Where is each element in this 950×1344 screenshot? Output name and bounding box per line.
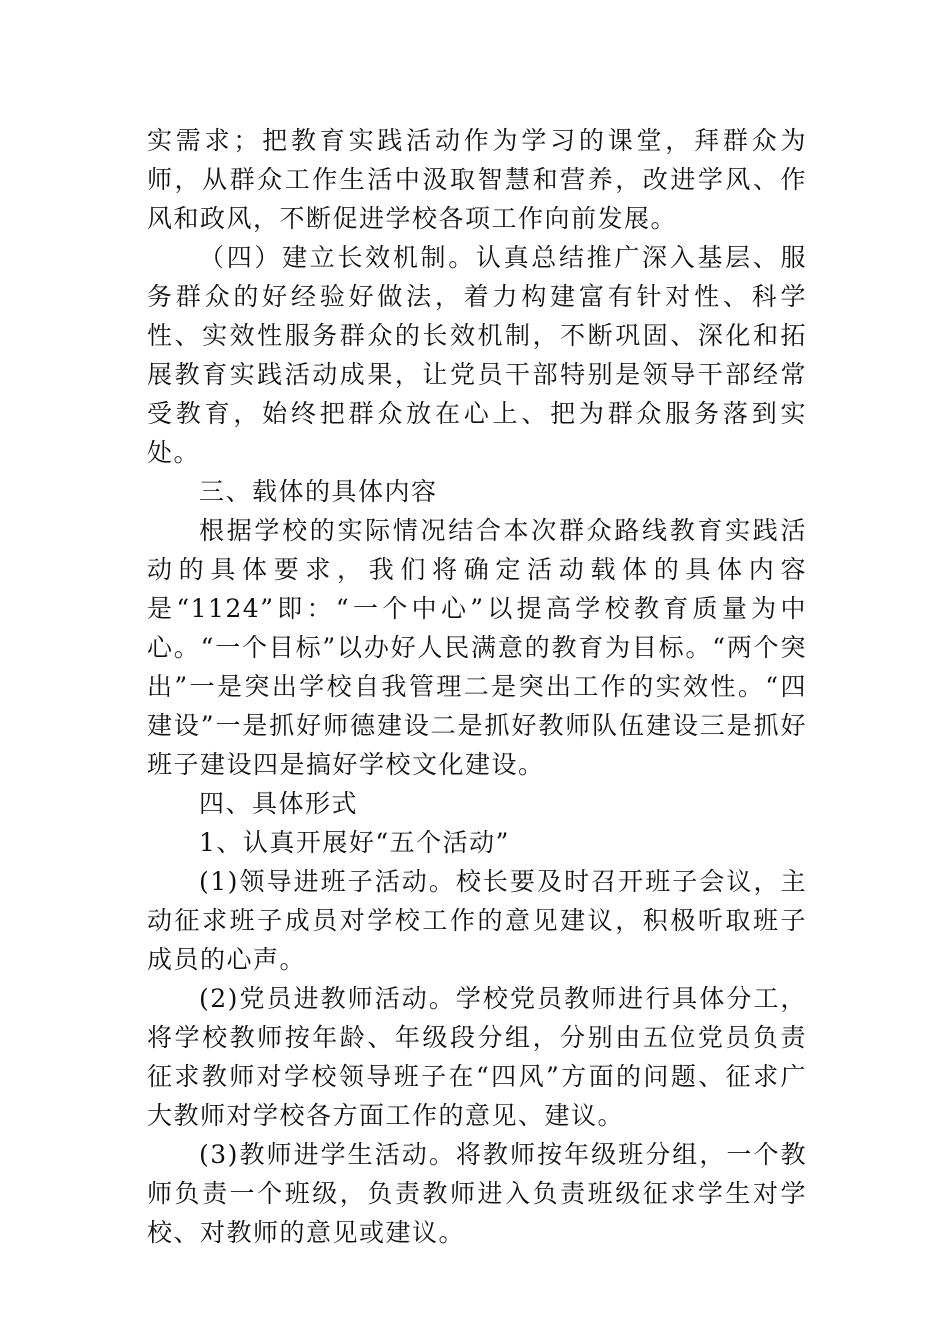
paragraph-9: (3)教师进学生活动。将教师按年级班分组，一个教师负责一个班级，负责教师进入负责班级征求学生对学校、对教师的意见或建议。 xyxy=(147,1140,807,1247)
paragraph-7: (1)领导进班子活动。校长要及时召开班子会议，主动征求班子成员对学校工作的意见建议，积极听取班子成员的心声。 xyxy=(147,867,807,974)
document-body xyxy=(147,121,807,1252)
paragraph-8: (2)党员进教师活动。学校党员教师进行具体分工，将学校教师按年龄、年级段分组，分别由五位党员负责征求教师对学校领导班子在“四风”方面的问题、征求广大教师对学校各方面工作的意见、建议。 xyxy=(147,984,807,1130)
paragraph-2: （四）建立长效机制。认真总结推广深入基层、服务群众的好经验好做法，着力构建富有针对性、科学性、实效性服务群众的长效机制，不断巩固、深化和拓展教育实践活动成果，让党员干部特别是领导干部经常受教育，始终把群众放在心上、把为群众服务落到实处。 xyxy=(147,243,807,467)
paragraph-1: 实需求；把教育实践活动作为学习的课堂，拜群众为师，从群众工作生活中汲取智慧和营养，改进学风、作风和政风，不断促进学校各项工作向前发展。 xyxy=(147,126,807,233)
paragraph-4: 根据学校的实际情况结合本次群众路线教育实践活动的具体要求，我们将确定活动载体的具体内容是“1124”即：“一个中心”以提高学校教育质量为中心。“一个目标”以办好人民满意的教育为目标。“两个突出”一是突出学校自我管理二是突出工作的实效性。“四建设”一是抓好师德建设二是抓好教师队伍建设三是抓好班子建设四是搞好学校文化建设。 xyxy=(147,516,807,779)
section-heading-3: 三、载体的具体内容 xyxy=(199,477,438,506)
section-heading-4: 四、具体形式 xyxy=(199,789,359,818)
subheading-1: 1、认真开展好“五个活动” xyxy=(199,828,510,857)
